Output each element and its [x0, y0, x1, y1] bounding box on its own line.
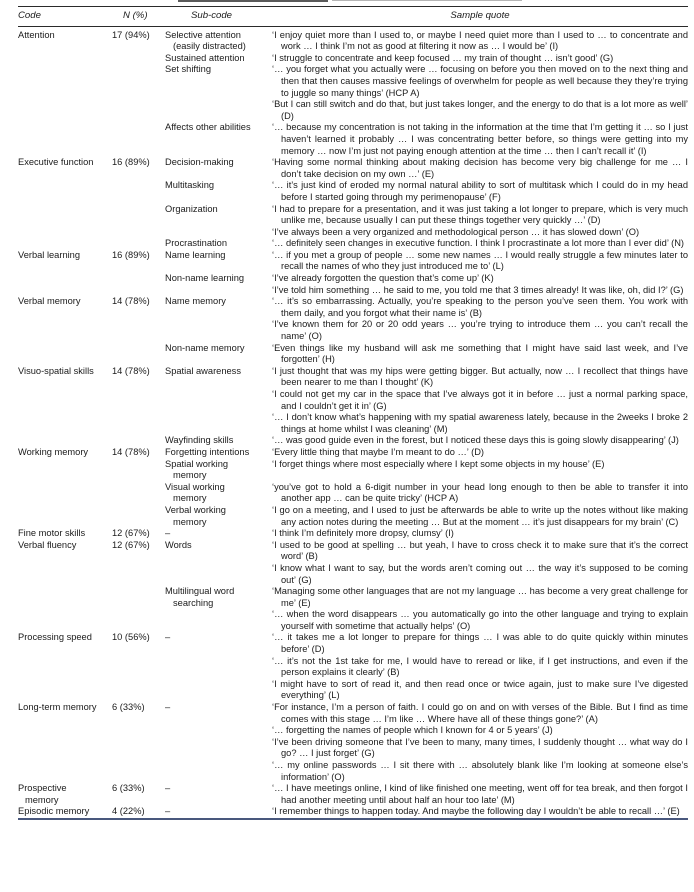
quote-cell — [272, 540, 688, 586]
table-row — [18, 540, 688, 586]
count-cell — [110, 783, 165, 806]
table-body — [18, 26, 688, 819]
code-cell — [18, 540, 110, 586]
header-subcode: Sub-code — [165, 7, 272, 27]
table-row — [18, 632, 688, 702]
code-label: Visuo-spatial skills — [18, 365, 94, 376]
subcode-cell — [165, 366, 272, 436]
table-row — [18, 783, 688, 806]
code-cell — [18, 180, 110, 203]
count-label: 6 (33%) — [112, 783, 145, 794]
sample-quote: ‘I think I’m definitely more dropsy, clumsy’ (I) — [272, 528, 454, 539]
count-cell — [110, 528, 165, 540]
sample-quote: ‘I’ve already forgotten the question that’s come up’ (K) — [272, 273, 494, 284]
code-cell — [18, 26, 110, 53]
count-cell — [110, 482, 165, 505]
sample-quote: ‘… if you met a group of people … some new names … I would really struggle a few minutes later to recall the names of who they just introduced me to’ (L) — [272, 249, 688, 272]
quote-cell — [272, 64, 688, 122]
count-cell — [110, 180, 165, 203]
code-cell — [18, 122, 110, 157]
subcode-cell — [165, 64, 272, 122]
count-cell — [110, 204, 165, 239]
subcode-cell — [165, 273, 272, 296]
code-cell — [18, 238, 110, 250]
header-code: Code — [18, 7, 110, 27]
subcode-label: Spatial working memory — [165, 458, 229, 481]
sample-quote: ‘Every little thing that maybe I’m meant to do …’ (D) — [272, 446, 485, 457]
subcode-label: – — [165, 783, 171, 794]
sample-quote: ‘But I can still switch and do that, but just takes longer, and the energy to do that is a lot more as well’ (D) — [272, 99, 688, 121]
subcode-label: Name learning — [165, 249, 226, 260]
code-cell — [18, 783, 110, 806]
code-cell — [18, 204, 110, 239]
subcode-label: Multilingual word searching — [165, 586, 235, 608]
sample-quote: ‘… forgetting the names of people which I known for 4 or 5 years’ (J) — [272, 725, 553, 736]
quote-cell — [272, 296, 688, 342]
subcode-label: Sustained attention — [165, 52, 245, 63]
codes-quotes-table — [18, 6, 688, 820]
quote-cell — [272, 273, 688, 296]
subcode-cell — [165, 459, 272, 482]
table-row — [18, 296, 688, 342]
count-cell — [110, 122, 165, 157]
subcode-label: Words — [165, 539, 192, 550]
sample-quote: ‘I’ve been driving someone that I’ve been to many, many times, I suddenly thought … what way do I go? … I just forget’ (G) — [272, 736, 688, 759]
table-row — [18, 204, 688, 239]
table-row — [18, 64, 688, 122]
sample-quote: ‘… you forget what you actually were … focusing on before you then moved on to the next thing and then that then causes massive feelings of overwhelm for people as well because they they’re trying to juggle so many things’ (HCP A) — [272, 64, 688, 98]
code-label: Prospective memory — [18, 783, 67, 805]
code-label: Fine motor skills — [18, 528, 86, 539]
count-cell — [110, 343, 165, 366]
sample-quote: ‘… it’s just kind of eroded my normal natural ability to sort of multitask which I could do in my head before I started going through my perimenopause’ (F) — [272, 180, 688, 202]
subcode-cell — [165, 447, 272, 459]
subcode-cell — [165, 296, 272, 342]
quote-cell — [272, 238, 688, 250]
code-cell — [18, 702, 110, 783]
count-label: 16 (89%) — [112, 157, 150, 168]
subcode-cell — [165, 505, 272, 528]
subcode-label: Multitasking — [165, 180, 215, 191]
sample-quote: ‘… it’s so embarrassing. Actually, you’re speaking to the person you’ve seen them. You work with them daily, and you forgot what their name is’ (B) — [272, 296, 688, 318]
subcode-cell — [165, 540, 272, 586]
subcode-label: Spatial awareness — [165, 365, 241, 376]
header-row — [18, 7, 688, 27]
code-label: Processing speed — [18, 632, 92, 643]
table-row — [18, 238, 688, 250]
table-row — [18, 806, 688, 819]
subcode-cell — [165, 238, 272, 250]
count-label: 17 (94%) — [112, 29, 150, 40]
cropped-row-artifact-light — [332, 0, 522, 1]
table-row — [18, 122, 688, 157]
code-cell — [18, 273, 110, 296]
quote-cell — [272, 435, 688, 447]
subcode-cell — [165, 343, 272, 366]
table-header — [18, 7, 688, 27]
code-cell — [18, 505, 110, 528]
quote-cell — [272, 53, 688, 65]
quote-cell — [272, 122, 688, 157]
count-cell — [110, 702, 165, 783]
count-label: 14 (78%) — [112, 446, 150, 457]
sample-quote: ‘… it takes me a lot longer to prepare for things … I was able to do quite quickly within minutes before’ (D) — [272, 632, 688, 655]
header-sample-quote: Sample quote — [272, 7, 688, 27]
sample-quote: ‘Having some normal thinking about making decision has become very big challenge for me … I don’t take decision on my own …’ (E) — [272, 157, 688, 179]
count-label: 12 (67%) — [112, 539, 150, 550]
quote-cell — [272, 528, 688, 540]
code-label: Executive function — [18, 157, 94, 168]
quote-cell — [272, 459, 688, 482]
count-cell — [110, 296, 165, 342]
count-label: 14 (78%) — [112, 365, 150, 376]
subcode-label: Procrastination — [165, 238, 228, 249]
subcode-cell — [165, 157, 272, 180]
subcode-label: Verbal working memory — [165, 504, 226, 527]
count-cell — [110, 238, 165, 250]
table-row — [18, 180, 688, 203]
table-row — [18, 53, 688, 65]
subcode-label: Wayfinding skills — [165, 435, 234, 446]
subcode-label: – — [165, 806, 171, 817]
quote-cell — [272, 250, 688, 273]
count-cell — [110, 26, 165, 53]
count-cell — [110, 505, 165, 528]
code-cell — [18, 157, 110, 180]
sample-quote: ‘I used to be good at spelling … but yeah, I have to cross check it to make sure that it’s the correct word’ (B) — [272, 539, 688, 562]
sample-quote: ‘I might have to sort of read it, and then read once or twice again, just to make sure I’ve digested everything’ (L) — [272, 678, 688, 701]
subcode-label: Organization — [165, 203, 218, 214]
quote-cell — [272, 343, 688, 366]
sample-quote: ‘… was good guide even in the forest, but I noticed these days this is going slowly disappearing’ (J) — [272, 435, 679, 446]
code-cell — [18, 343, 110, 366]
header-n-percent: N (%) — [110, 7, 165, 27]
sample-quote: ‘… I have meetings online, I kind of like finished one meeting, went off for tea break, and then forgot I had another meeting until about half an hour too late’ (M) — [272, 783, 688, 805]
quote-cell — [272, 204, 688, 239]
subcode-cell — [165, 122, 272, 157]
count-cell — [110, 586, 165, 632]
count-cell — [110, 435, 165, 447]
code-label: Working memory — [18, 446, 89, 457]
table-row — [18, 26, 688, 53]
subcode-label: Visual working memory — [165, 481, 225, 504]
table-row — [18, 250, 688, 273]
subcode-label: – — [165, 702, 171, 713]
code-cell — [18, 459, 110, 482]
subcode-label: Set shifting — [165, 64, 211, 75]
code-cell — [18, 250, 110, 273]
table-row — [18, 273, 688, 296]
count-cell — [110, 447, 165, 459]
sample-quote: ‘I go on a meeting, and I used to just be afterwards be able to write up the notes without like making any action notes during the meeting … But at the moment … it’s just disappears for my brain’ (C) — [272, 504, 688, 527]
quote-cell — [272, 482, 688, 505]
count-cell — [110, 250, 165, 273]
table-row — [18, 586, 688, 632]
code-cell — [18, 53, 110, 65]
table-row — [18, 482, 688, 505]
code-label: Verbal memory — [18, 296, 81, 307]
table-row — [18, 702, 688, 783]
count-label: 14 (78%) — [112, 296, 150, 307]
code-cell — [18, 482, 110, 505]
count-cell — [110, 273, 165, 296]
table-row — [18, 435, 688, 447]
subcode-cell — [165, 435, 272, 447]
subcode-label: Decision-making — [165, 157, 234, 168]
quote-cell — [272, 26, 688, 53]
subcode-label: Name memory — [165, 296, 226, 307]
count-label: 10 (56%) — [112, 632, 150, 643]
subcode-cell — [165, 26, 272, 53]
count-cell — [110, 64, 165, 122]
quote-cell — [272, 447, 688, 459]
subcode-label: Forgetting intentions — [165, 446, 250, 457]
count-cell — [110, 632, 165, 702]
sample-quote: ‘I enjoy quiet more than I used to, or maybe I need quiet more than I used to … to concentrate and work … I think I’m not as good at filtering it now as … I would be’ (I) — [272, 29, 688, 52]
cropped-row-artifact-dark — [178, 0, 328, 2]
count-cell — [110, 806, 165, 819]
code-cell — [18, 447, 110, 459]
sample-quote: ‘Even things like my husband will ask me something that I might have said last week, and I’ve forgotten’ (H) — [272, 342, 688, 365]
quote-cell — [272, 632, 688, 702]
subcode-cell — [165, 632, 272, 702]
subcode-label: Selective attention (easily distracted) — [165, 29, 246, 52]
table-row — [18, 459, 688, 482]
sample-quote: ‘I forget things where most especially where I kept some objects in my house’ (E) — [272, 458, 605, 469]
count-cell — [110, 540, 165, 586]
table-row — [18, 343, 688, 366]
subcode-cell — [165, 783, 272, 806]
code-label: Episodic memory — [18, 806, 90, 817]
sample-quote: ‘I just thought that was my hips were getting bigger. But actually, now … I recollect that things have been nearer to me than I thought’ (K) — [272, 365, 688, 388]
table-row — [18, 157, 688, 180]
quote-cell — [272, 783, 688, 806]
quote-cell — [272, 366, 688, 436]
code-cell — [18, 435, 110, 447]
sample-quote: ‘I’ve known them for 20 or 20 odd years … you’re trying to introduce them … you can’t recall the name’ (O) — [272, 319, 688, 342]
quote-cell — [272, 586, 688, 632]
quote-cell — [272, 702, 688, 783]
code-label: Long-term memory — [18, 702, 97, 713]
count-cell — [110, 459, 165, 482]
subcode-cell — [165, 53, 272, 65]
subcode-label: – — [165, 528, 171, 539]
sample-quote: ‘… I don’t know what’s happening with my spatial awareness lately, because in the 2weeks I broke 2 things at home whilst I was cleaning’ (M) — [272, 412, 688, 434]
quote-cell — [272, 157, 688, 180]
subcode-cell — [165, 250, 272, 273]
table-row — [18, 447, 688, 459]
count-label: 12 (67%) — [112, 528, 150, 539]
count-label: 6 (33%) — [112, 702, 145, 713]
count-label: 16 (89%) — [112, 249, 150, 260]
sample-quote: ‘I’ve told him something … he said to me, you told me that 3 times already! It was like, oh, did I?’ (G) — [272, 284, 684, 295]
subcode-cell — [165, 180, 272, 203]
sample-quote: ‘I could not get my car in the space that I’ve always got it in before … just a normal parking space, and I couldn’t get it in’ (G) — [272, 389, 688, 411]
sample-quote: ‘I struggle to concentrate and keep focused … my train of thought … isn’t good’ (G) — [272, 52, 614, 63]
subcode-cell — [165, 528, 272, 540]
sample-quote: ‘… definitely seen changes in executive function. I think I procrastinate a lot more than I ever did’ (N) — [272, 238, 685, 249]
sample-quote: ‘… my online passwords … I sit there with … absolutely blank like I’m looking at someone else’s information’ (O) — [272, 760, 688, 782]
table-row — [18, 505, 688, 528]
count-cell — [110, 53, 165, 65]
count-label: 4 (22%) — [112, 806, 145, 817]
subcode-cell — [165, 586, 272, 632]
sample-quote: ‘I remember things to happen today. And maybe the following day I wouldn’t be able to recall …’ (E) — [272, 806, 680, 817]
code-label: Attention — [18, 29, 55, 40]
subcode-cell — [165, 482, 272, 505]
subcode-label: Non-name memory — [165, 342, 245, 353]
sample-quote: ‘… it’s not the 1st take for me, I would have to reread or like, if I get instructions, and even if the person explains it clearly’ (B) — [272, 655, 688, 678]
subcode-cell — [165, 204, 272, 239]
sample-quote: ‘I’ve always been a very organized and methodological person … it has slowed down’ (O) — [272, 226, 640, 237]
code-cell — [18, 366, 110, 436]
code-label: Verbal learning — [18, 249, 81, 260]
subcode-cell — [165, 702, 272, 783]
quote-cell — [272, 806, 688, 819]
sample-quote: ‘you’ve got to hold a 6-digit number in your head long enough to then be able to transfer it into another app … can be quite tricky’ (HCP A) — [272, 481, 688, 504]
code-cell — [18, 528, 110, 540]
sample-quote: ‘… because my concentration is not taking in the information at the time that I’m getting it … so I just haven’t learned it probably … I was concentrating better before, so things were getting into my memory … now I’m just not paying enough attention at the time … then I can’t recall it’ (I) — [272, 122, 688, 156]
subcode-cell — [165, 806, 272, 819]
code-cell — [18, 64, 110, 122]
code-cell — [18, 586, 110, 632]
count-cell — [110, 157, 165, 180]
code-cell — [18, 806, 110, 819]
table-row — [18, 366, 688, 436]
subcode-label: – — [165, 632, 171, 643]
quote-cell — [272, 180, 688, 203]
quote-cell — [272, 505, 688, 528]
sample-quote: ‘Managing some other languages that are not my language … has become a very great challenge for me’ (E) — [272, 586, 688, 608]
sample-quote: ‘… when the word disappears … you automatically go into the other language and trying to explain yourself with sometime that actually helps’ (O) — [272, 609, 688, 631]
code-cell — [18, 632, 110, 702]
subcode-label: Non-name learning — [165, 273, 245, 284]
sample-quote: ‘For instance, I’m a person of faith. I could go on and on with verses of the Bible. But I find as time comes with this stage … I’m like … Where have all of these things gone?’ (A) — [272, 702, 688, 724]
table-row — [18, 528, 688, 540]
sample-quote: ‘I had to prepare for a presentation, and it was just taking a lot longer to prepare, which is very much unlike me, because usually I can put these things together very quickly …’ (D) — [272, 203, 688, 226]
subcode-label: Affects other abilities — [165, 122, 251, 133]
sample-quote: ‘I know what I want to say, but the words aren’t coming out … the way it’s supposed to be coming out’ (G) — [272, 562, 688, 585]
count-cell — [110, 366, 165, 436]
code-label: Verbal fluency — [18, 539, 77, 550]
code-cell — [18, 296, 110, 342]
